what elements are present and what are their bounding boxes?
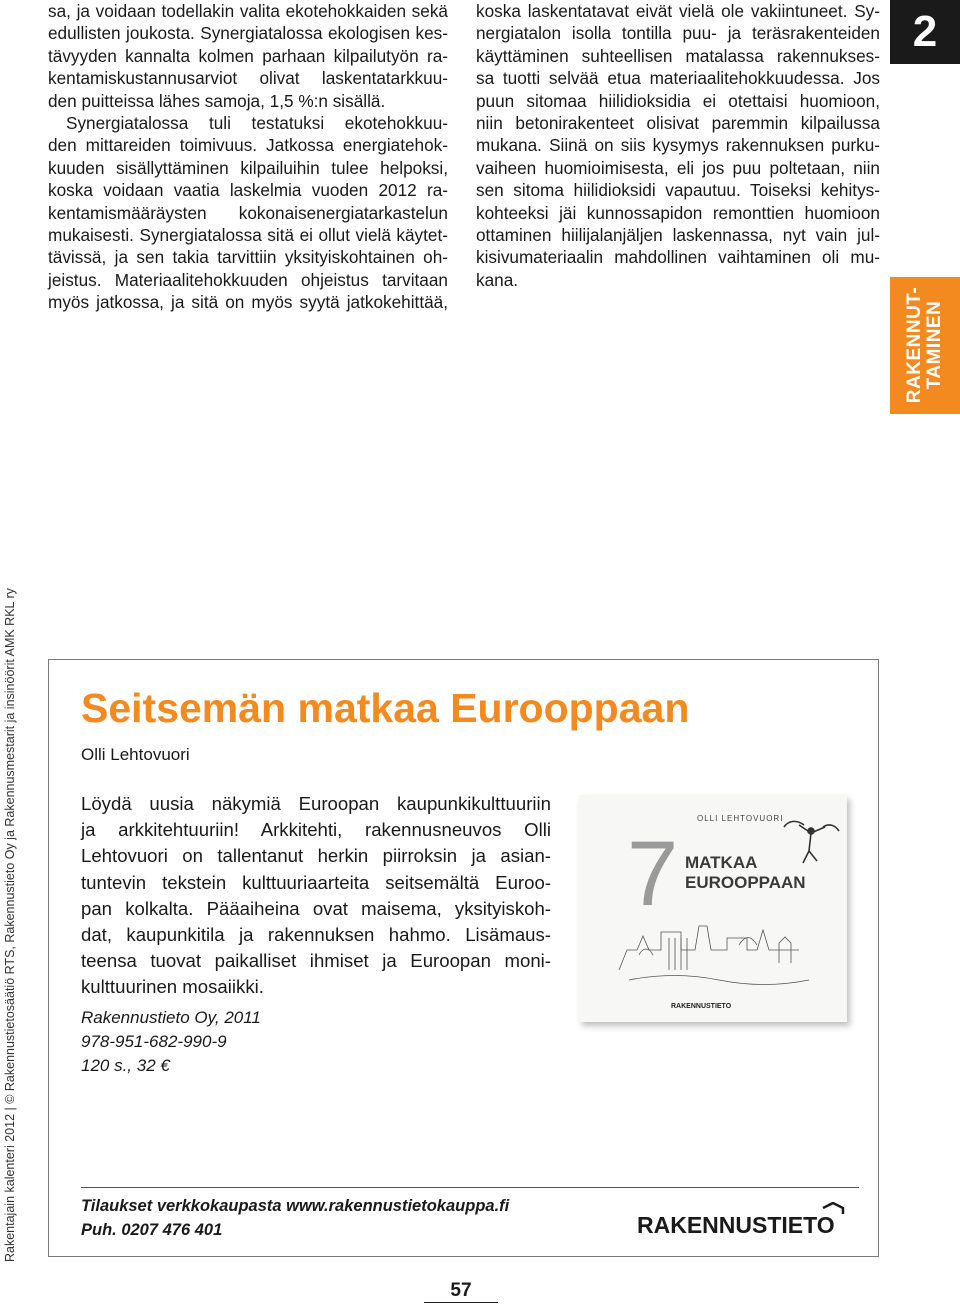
rakennustieto-logo-art — [637, 1202, 852, 1242]
right-text-column — [476, 0, 880, 291]
cover-title-line1: MATKAA — [685, 853, 758, 872]
ad-desc-line: teensa tuovat paikalliset ihmiset ja Euroopan moni- — [81, 950, 551, 972]
cover-publisher: RAKENNUSTIETO — [671, 1003, 732, 1010]
ad-description — [81, 791, 551, 1001]
left-line: tävyyden kannalta kolmen parhaan kilpailutyön ra- — [48, 45, 448, 66]
right-line: kana. — [476, 269, 519, 290]
left-text-column — [48, 0, 448, 314]
ad-title: Seitsemän matkaa Eurooppaan — [81, 685, 690, 731]
book-cover-art — [579, 795, 847, 1022]
left-line: sa, ja voidaan todellakin valita ekotehokkaiden sekä — [48, 1, 448, 21]
side-credit: Rakentajain kalenteri 2012 | © Rakennustietosäätiö RTS, Rakennustieto Oy ja Rakennusmestarit ja insinöörit AMK RKL ry — [3, 588, 17, 1262]
right-line: niin betonirakenteet olisivat paremmin kilpailussa — [476, 113, 880, 134]
page-number: 57 — [450, 1280, 472, 1301]
left-line: kentamiskustannusarviot olivat laskentatarkkuu- — [48, 68, 448, 89]
right-line: vaiheen huomioimisesta, eli jos puu poltetaan, niin — [476, 157, 880, 178]
ad-pages-price: 120 s., 32 € — [81, 1056, 170, 1075]
page-number-rule — [424, 1302, 498, 1303]
book-advertisement — [48, 659, 879, 1257]
ad-order-phone: Puh. 0207 476 401 — [81, 1221, 223, 1239]
right-line: puun sitomaa hiilidioksidia ei otettaisi huomioon, — [476, 90, 880, 111]
ad-publisher: Rakennustieto Oy, 2011 — [81, 1008, 261, 1027]
cover-statue-sketch — [784, 821, 839, 863]
left-line: den mittareiden toimivuus. Jatkossa energiatehok- — [48, 135, 448, 156]
chapter-tab-label-line1: RAKENNUT- — [904, 286, 925, 404]
ad-desc-line: pan kolkalta. Pääaiheina ovat maisema, yksityiskoh- — [81, 897, 551, 919]
ad-desc-line: Lehtovuori on tallentanut herkin piirroksin ja asian- — [81, 845, 551, 867]
right-line: sa tuotti selvää etua materiaalitehokkuudessa. Jos — [476, 68, 880, 89]
chapter-tab-label-line2: TAMINEN — [924, 300, 945, 390]
right-line: mukana. Siinä on siis kysymys rakennuksen purku- — [476, 135, 880, 156]
chapter-tab — [890, 277, 960, 414]
cover-title-line2: EUROOPPAAN — [685, 873, 806, 892]
ad-divider — [81, 1187, 859, 1188]
right-line: käyttäminen suhteellisen matalassa rakennukses- — [476, 45, 880, 66]
left-line: Synergiatalossa tuli testatuksi ekotehokkuu- — [66, 113, 448, 134]
ad-author: Olli Lehtovuori — [81, 745, 190, 764]
right-line: nergiatalon isolla tontilla puu- ja teräsrakenteiden — [476, 23, 880, 44]
ad-order-web: Tilaukset verkkokaupasta www.rakennustietokauppa.fi — [81, 1197, 510, 1215]
ad-book-details — [81, 1006, 261, 1078]
ad-desc-line: kulttuurinen mosaiikki. — [81, 976, 264, 998]
ad-desc-line: tuntevin tekstein kulttuuriaarteita seitsemältä Euroo- — [81, 871, 551, 893]
ad-desc-line: dat, kaupunkitila ja rakennuksen hahmo. Lisämaus- — [81, 924, 551, 946]
right-line: ottaminen hiilijalanjäljen laskennassa, nyt vain jul- — [476, 225, 880, 246]
ad-desc-line: ja arkkitehtuuriin! Arkkitehti, rakennusneuvos Olli — [81, 819, 551, 841]
book-cover-image — [579, 795, 847, 1022]
ad-order-info — [81, 1194, 509, 1242]
rakennustieto-logo — [637, 1202, 852, 1242]
chapter-number-box — [890, 0, 960, 64]
left-line: myös jatkossa, ja sitä on myös syytä jatkokehittää, — [48, 292, 448, 313]
right-line: sen sitoma hiilidioksidi vapautuu. Toiseksi kehitys- — [476, 180, 880, 201]
logo-text: RAKENNUSTIETO — [637, 1212, 835, 1238]
left-line: tävissä, ja sen takia tarvittiin yksityiskohtainen oh- — [48, 247, 448, 268]
ad-desc-line: Löydä uusia näkymiä Euroopan kaupunkikulttuuriin — [81, 793, 551, 814]
left-line: koska voidaan vaatia laskelmia vuoden 2012 ra- — [48, 180, 448, 201]
chapter-number: 2 — [912, 7, 938, 56]
cover-city-sketch — [619, 926, 809, 985]
left-line: jeistus. Materiaalitehokkuuden ohjeistus tarvitaan — [48, 269, 448, 290]
left-line: kuuden sisällyttäminen kilpailuihin tulee helpoksi, — [48, 157, 448, 178]
chapter-tab-label — [905, 287, 945, 403]
right-line: koska laskentatavat eivät vielä ole vakiintuneet. Sy- — [476, 1, 880, 21]
right-line: kohteeksi jäi kunnossapidon remonttien huomioon — [476, 202, 880, 223]
ad-isbn: 978-951-682-990-9 — [81, 1032, 227, 1051]
left-line: mukaisesti. Synergiatalossa sitä ei ollut vielä käytet- — [48, 225, 448, 246]
cover-number: 7 — [627, 823, 679, 925]
left-line: kentamismääräysten kokonaisenergiatarkastelun — [48, 202, 448, 223]
left-line: edullisten joukosta. Synergiatalossa ekologisen kes- — [48, 23, 448, 44]
cover-author: OLLI LEHTOVUORI — [697, 814, 784, 823]
right-line: kisivumateriaalin mahdollinen vaihtaminen oli mu- — [476, 247, 880, 268]
left-line: den puitteissa lähes samoja, 1,5 %:n sisällä. — [48, 90, 386, 111]
